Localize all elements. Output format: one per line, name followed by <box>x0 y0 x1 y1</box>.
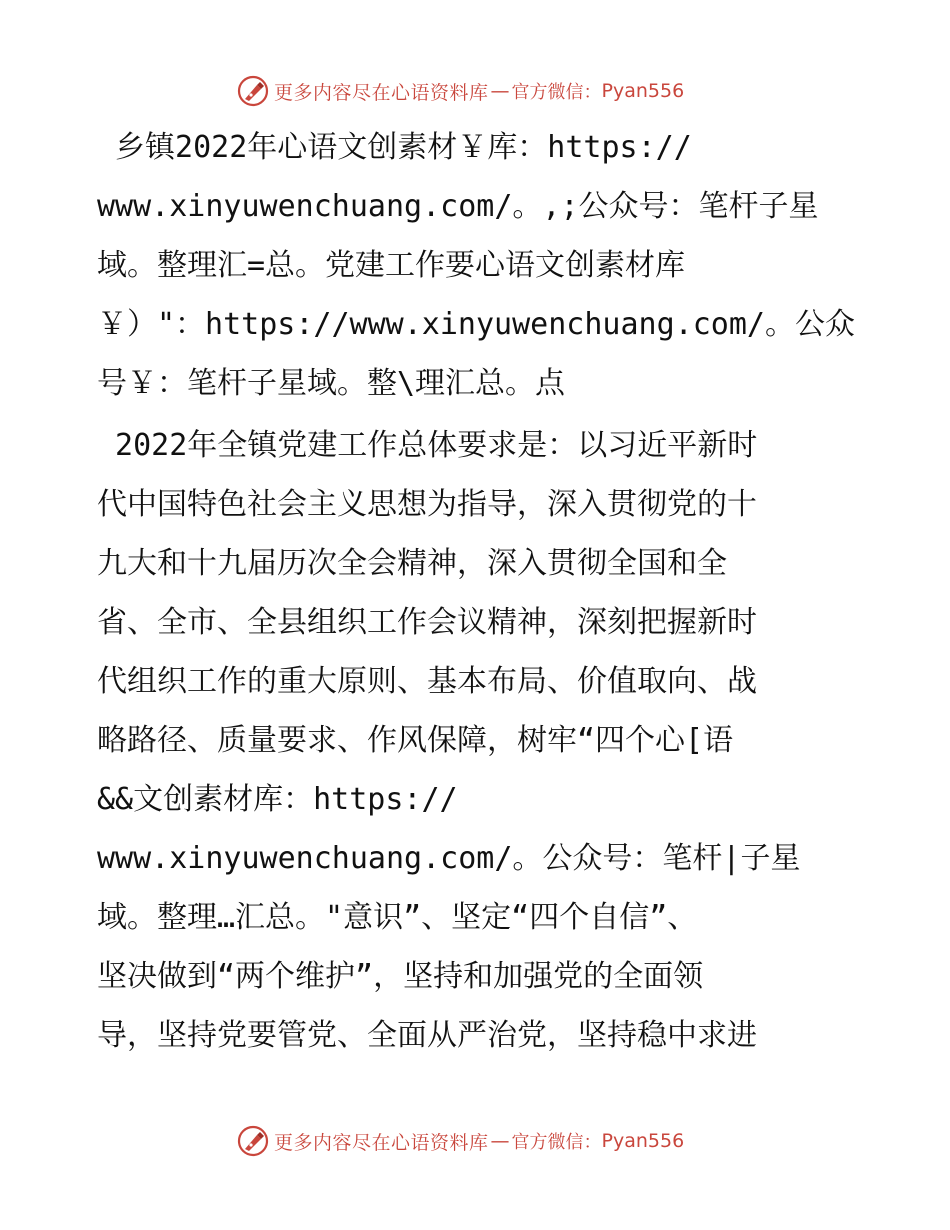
text-line: 导，坚持党要管党、全面从严治党，坚持稳中求进 <box>97 1018 757 1053</box>
text-line: 2022年全镇党建工作总体要求是：以习近平新时 <box>97 428 758 463</box>
document-body <box>97 118 857 1065</box>
text-line: 坚决做到“两个维护”，坚持和加强党的全面领 <box>97 959 704 994</box>
banner-text: 更多内容尽在心语资料库 <box>274 81 489 104</box>
pen-nib-logo-icon <box>236 74 270 108</box>
banner-wechat-id: Pyan556 <box>601 80 685 102</box>
footer-watermark-banner <box>236 1124 716 1158</box>
text-line: 号￥：笔杆子星域。整\理汇总。点 <box>97 366 566 401</box>
text-line: 代组织工作的重大原则、基本布局、价值取向、战 <box>97 664 757 699</box>
banner-wechat-id: Pyan556 <box>601 1130 685 1152</box>
text-line: 省、全市、全县组织工作会议精神，深刻把握新时 <box>97 605 757 640</box>
banner-text: 更多内容尽在心语资料库 <box>274 1131 489 1154</box>
text-line: 代中国特色社会主义思想为指导，深入贯彻党的十 <box>97 487 757 522</box>
header-watermark-banner <box>236 74 716 108</box>
banner-separator: — <box>490 80 510 102</box>
text-line: www.xinyuwenchuang.com/。公众号：笔杆|子星 <box>97 841 801 876</box>
paragraph-2 <box>97 416 857 1065</box>
pen-nib-logo-icon <box>236 1124 270 1158</box>
text-line: 九大和十九届历次全会精神，深入贯彻全国和全 <box>97 546 727 581</box>
text-line: &&文创素材库：https:// <box>97 782 458 817</box>
text-line: www.xinyuwenchuang.com/。,;公众号：笔杆子星 <box>97 189 819 224</box>
text-line: 域。整理汇=总。党建工作要心语文创素材库 <box>97 248 686 283</box>
paragraph-1 <box>97 118 857 413</box>
text-line: 略路径、质量要求、作风保障，树牢“四个心[语 <box>97 723 734 758</box>
text-line: ￥）"：https://www.xinyuwenchuang.com/。公众 <box>97 307 855 342</box>
text-line: 乡镇2022年心语文创素材￥库：https:// <box>97 130 692 165</box>
banner-separator: — <box>490 1130 510 1152</box>
text-line: 域。整理…汇总。"意识”、坚定“四个自信”、 <box>97 900 698 935</box>
banner-official-label: 官方微信： <box>511 82 602 103</box>
banner-official-label: 官方微信： <box>511 1132 602 1153</box>
